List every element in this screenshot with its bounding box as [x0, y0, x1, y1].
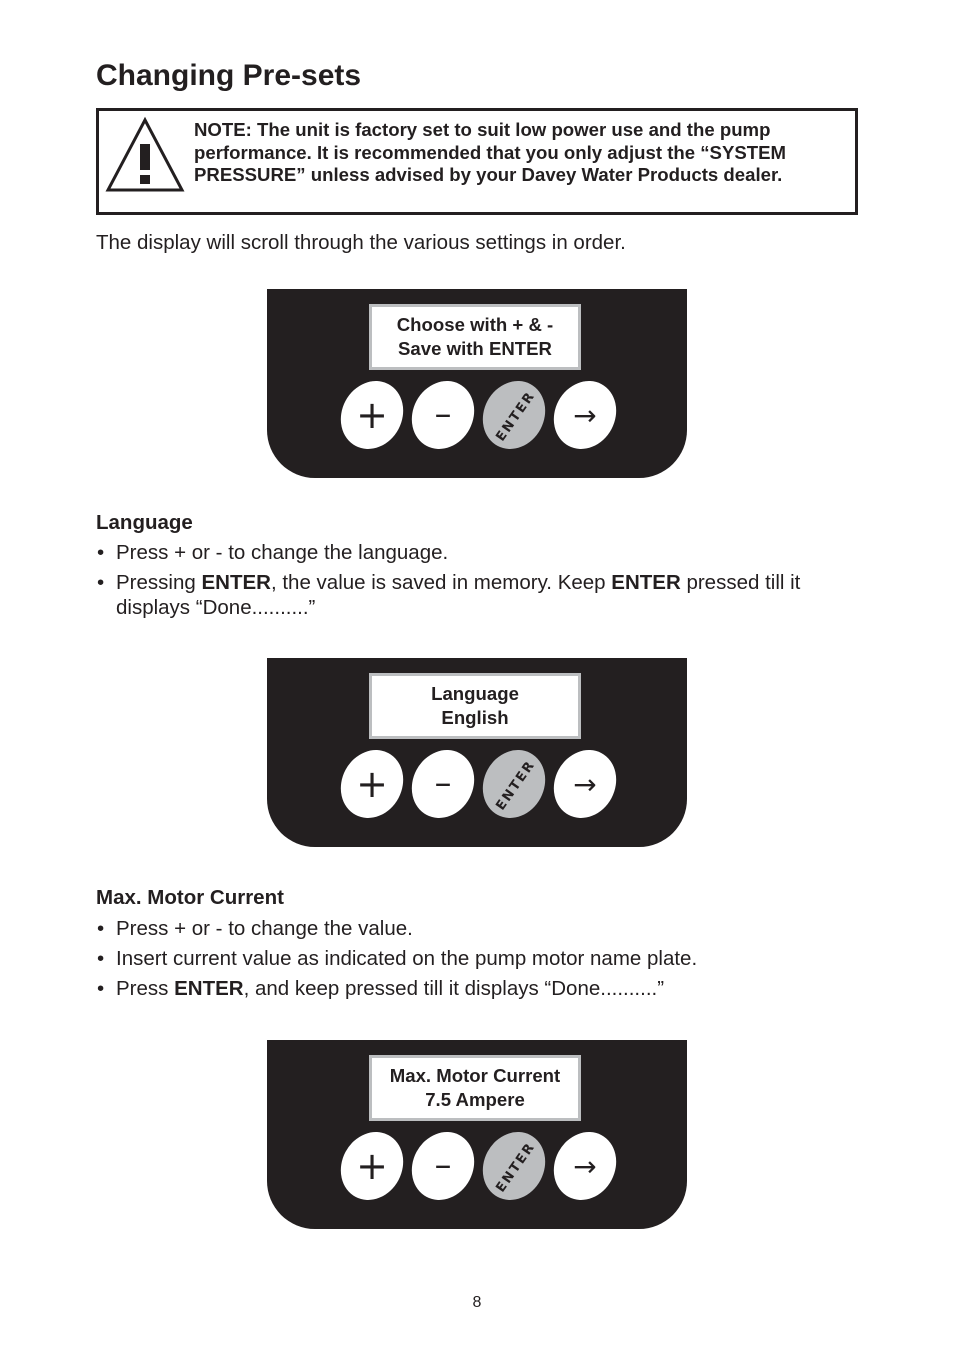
lcd-line-2: 7.5 Ampere	[425, 1089, 525, 1110]
motor-current-instructions	[96, 917, 856, 1007]
arrow-right-icon: →	[573, 1150, 597, 1183]
minus-icon: –	[434, 394, 452, 434]
enter-button[interactable]	[477, 749, 551, 819]
plus-button[interactable]	[335, 1131, 409, 1201]
control-panel-choose	[267, 289, 687, 478]
list-item: • Press ENTER, and keep pressed till it displays “Done..........”	[96, 977, 856, 1002]
lcd-line-1: Language	[431, 683, 519, 704]
lcd-display	[369, 1055, 581, 1121]
list-item: • Pressing ENTER, the value is saved in memory. Keep ENTER pressed till it displays “Done..........”	[96, 571, 856, 620]
list-item: • Insert current value as indicated on the pump motor name plate.	[96, 947, 856, 972]
plus-icon: +	[356, 1144, 388, 1188]
arrow-right-icon: →	[573, 399, 597, 432]
intro-text: The display will scroll through the various settings in order.	[96, 231, 626, 254]
lcd-line-1: Max. Motor Current	[389, 1065, 561, 1086]
enter-button[interactable]	[477, 1131, 551, 1201]
enter-button[interactable]	[477, 380, 551, 450]
lcd-line-1: Choose with + & -	[396, 314, 554, 335]
list-item: • Press + or - to change the language.	[96, 541, 856, 566]
control-panel-language	[267, 658, 687, 847]
minus-icon: –	[434, 1145, 452, 1185]
page-title: Changing Pre-sets	[96, 59, 362, 92]
language-heading: Language	[96, 511, 193, 534]
control-panel-motor-current	[267, 1040, 687, 1229]
minus-button[interactable]	[406, 1131, 480, 1201]
enter-label: ENTER	[493, 1139, 539, 1196]
minus-button[interactable]	[406, 749, 480, 819]
enter-label: ENTER	[493, 757, 539, 814]
motor-current-heading: Max. Motor Current	[96, 886, 284, 909]
minus-button[interactable]	[406, 380, 480, 450]
lcd-display	[369, 304, 581, 370]
warning-triangle-icon	[105, 116, 185, 192]
plus-button[interactable]	[335, 749, 409, 819]
next-arrow-button[interactable]	[548, 1131, 622, 1201]
lcd-line-2: Save with ENTER	[398, 338, 552, 359]
plus-icon: +	[356, 762, 388, 806]
plus-button[interactable]	[335, 380, 409, 450]
arrow-right-icon: →	[573, 768, 597, 801]
minus-icon: –	[434, 763, 452, 803]
language-instructions	[96, 541, 856, 626]
page-number: 8	[472, 1294, 482, 1311]
note-text: NOTE: The unit is factory set to suit low power use and the pump performance. It is recommended that you only adjust the “SYSTEM PRESSURE” unless advised by your Davey Water Products dealer.	[194, 119, 787, 186]
next-arrow-button[interactable]	[548, 749, 622, 819]
plus-icon: +	[356, 393, 388, 437]
lcd-line-2: English	[441, 707, 509, 728]
lcd-display	[369, 673, 581, 739]
next-arrow-button[interactable]	[548, 380, 622, 450]
list-item: • Press + or - to change the value.	[96, 917, 856, 942]
enter-label: ENTER	[493, 388, 539, 445]
warning-note	[96, 108, 858, 215]
